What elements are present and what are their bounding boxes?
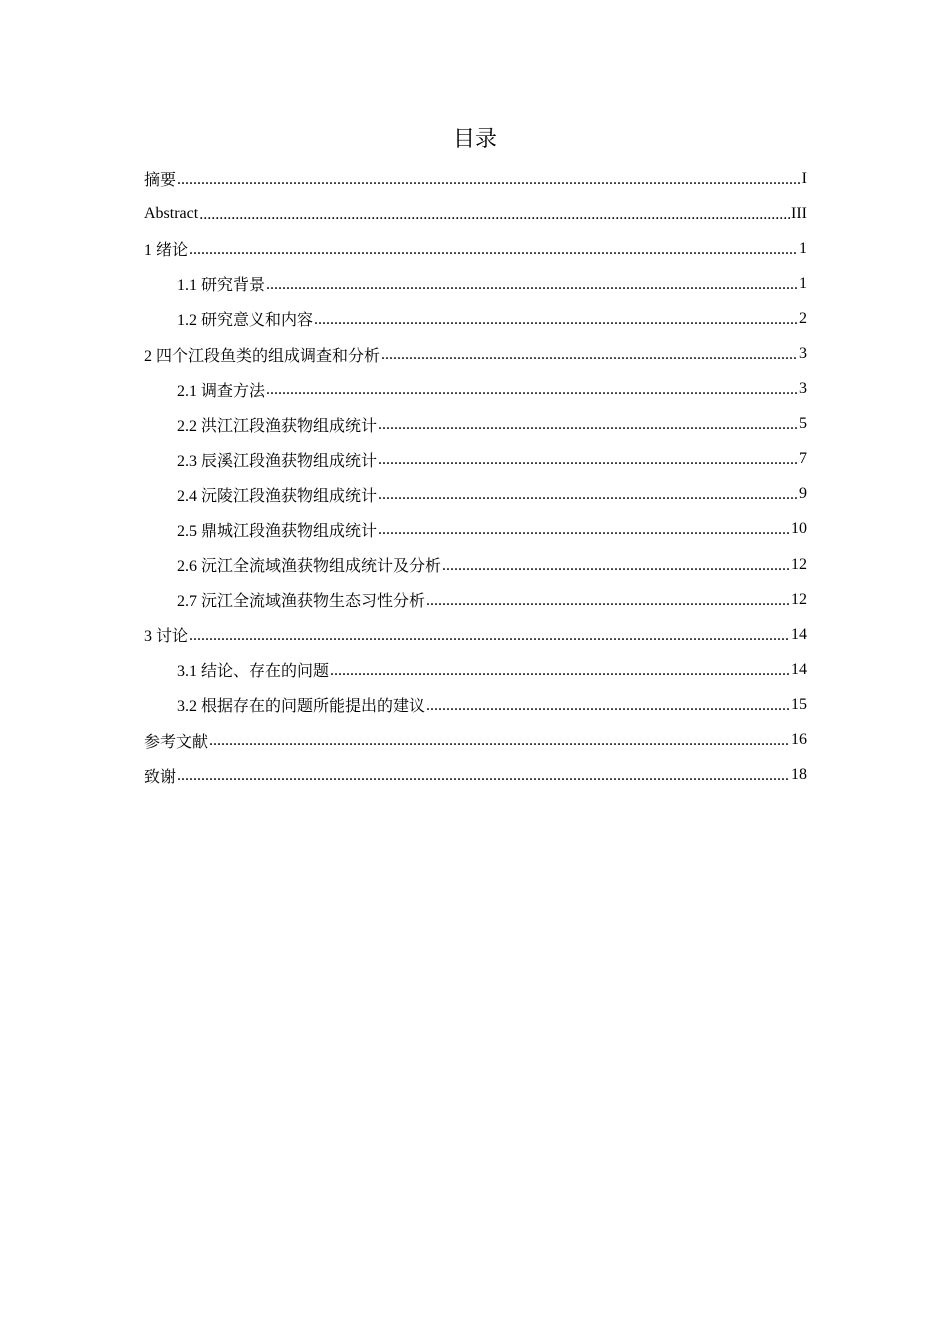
toc-entry-page: 16	[791, 731, 807, 749]
dot-leader	[381, 346, 798, 362]
toc-entry-chapter-2[interactable]	[144, 336, 807, 371]
toc-entry-label: 3 讨论	[144, 628, 189, 646]
toc-entry-section-2-3[interactable]	[144, 442, 807, 477]
toc-entry-label: 摘要	[144, 172, 177, 190]
toc-entry-page: III	[791, 204, 807, 222]
toc-title: 目录	[452, 127, 497, 152]
toc-entry-label: 2.7 沅江全流域渔获物生态习性分析	[177, 593, 426, 611]
toc-entry-page: 14	[791, 625, 807, 643]
toc-entry-page: 9	[799, 485, 807, 503]
dot-leader	[314, 311, 798, 327]
toc-entry-label: 1.2 研究意义和内容	[177, 312, 314, 330]
dot-leader	[189, 627, 790, 643]
toc-entry-acknowledgements[interactable]	[144, 758, 807, 793]
dot-leader	[378, 521, 790, 537]
toc-entry-references[interactable]	[144, 723, 807, 758]
toc-entry-page: 3	[799, 345, 807, 363]
toc-entry-abstract-cn[interactable]	[144, 161, 807, 196]
toc-entry-page: 14	[791, 660, 807, 678]
toc-entry-label: 2.2 洪江江段渔获物组成统计	[177, 417, 378, 435]
toc-entry-label: 2.4 沅陵江段渔获物组成统计	[177, 487, 378, 505]
toc-entry-page: 12	[791, 590, 807, 608]
toc-entry-label: 2.5 鼎城江段渔获物组成统计	[177, 522, 378, 540]
toc-entry-label: Abstract	[144, 204, 199, 222]
toc-entry-label: 2.1 调查方法	[177, 382, 266, 400]
toc-entry-chapter-1[interactable]	[144, 231, 807, 266]
toc-entry-label: 2.3 辰溪江段渔获物组成统计	[177, 452, 378, 470]
toc-entry-abstract-en[interactable]	[144, 196, 807, 231]
dot-leader	[189, 241, 798, 257]
toc-entry-section-1-2[interactable]	[144, 301, 807, 336]
toc-entry-label: 1.1 研究背景	[177, 277, 266, 295]
table-of-contents	[144, 161, 807, 793]
toc-entry-section-2-6[interactable]	[144, 547, 807, 582]
toc-entry-label: 1 绪论	[144, 242, 189, 260]
toc-entry-page: I	[801, 169, 807, 187]
dot-leader	[330, 662, 790, 678]
toc-entry-page: 18	[791, 766, 807, 784]
toc-entry-section-2-4[interactable]	[144, 477, 807, 512]
dot-leader	[378, 416, 798, 432]
toc-entry-section-2-5[interactable]	[144, 512, 807, 547]
toc-entry-page: 10	[791, 520, 807, 538]
toc-entry-page: 5	[799, 415, 807, 433]
toc-entry-label: 3.2 根据存在的问题所能提出的建议	[177, 698, 426, 716]
toc-entry-section-3-2[interactable]	[144, 687, 807, 722]
toc-entry-label: 2 四个江段鱼类的组成调查和分析	[144, 347, 381, 365]
toc-entry-label: 2.6 沅江全流域渔获物组成统计及分析	[177, 558, 442, 576]
toc-entry-page: 1	[799, 239, 807, 257]
dot-leader	[426, 697, 790, 713]
toc-entry-section-2-7[interactable]	[144, 582, 807, 617]
toc-entry-label: 3.1 结论、存在的问题	[177, 663, 330, 681]
dot-leader	[199, 206, 790, 222]
dot-leader	[266, 276, 798, 292]
toc-entry-section-2-2[interactable]	[144, 407, 807, 442]
toc-entry-label: 致谢	[144, 768, 177, 786]
toc-entry-section-3-1[interactable]	[144, 652, 807, 687]
toc-entry-label: 参考文献	[144, 733, 209, 751]
dot-leader	[177, 171, 801, 187]
dot-leader	[378, 451, 798, 467]
toc-entry-page: 15	[791, 695, 807, 713]
toc-entry-page: 2	[799, 309, 807, 327]
dot-leader	[426, 592, 790, 608]
dot-leader	[442, 557, 790, 573]
toc-entry-chapter-3[interactable]	[144, 617, 807, 652]
toc-entry-section-2-1[interactable]	[144, 372, 807, 407]
dot-leader	[266, 381, 798, 397]
dot-leader	[378, 486, 798, 502]
toc-entry-page: 7	[799, 450, 807, 468]
toc-entry-page: 12	[791, 555, 807, 573]
dot-leader	[177, 767, 790, 783]
dot-leader	[209, 732, 790, 748]
toc-entry-section-1-1[interactable]	[144, 266, 807, 301]
toc-entry-page: 1	[799, 274, 807, 292]
toc-entry-page: 3	[799, 380, 807, 398]
